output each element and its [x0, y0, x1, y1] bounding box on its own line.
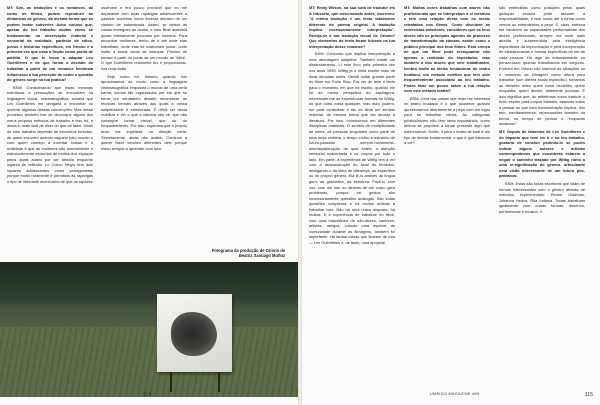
dark-cloth-figure [171, 312, 217, 356]
right-page [302, 0, 600, 405]
photo-caption: Fotograma da produção de Oriono de Beatriz Santiago Muñoz [211, 248, 285, 259]
page-number: 114 [143, 392, 151, 398]
answer-paragraph: Seja como for, mesmo quando nos aproximamos do modo como a linguagem cinematográfica enquadra o mundo de uma certa forma, somos tão organizados por ela que se torna um verdadeiro desafio reconhecer as técnicas formais através das quais a nossa subjetividade é estruturada. É difícil ser desta mobiliza e ver o que a câmara não vê, que não consegue tornar visível, que ou do enquadramento. Por isso, esperava que o próprio texto me impelisse na direção certa. Sinceramente, ainda não acabei. Continuo a querer fazer versões diferentes dele porque estou sempre a aprender com isso. [101, 73, 187, 151]
film-still-photo [0, 262, 298, 397]
answer-paragraph: BSM: Considerando que estas mesmas estruturas e pressuções se encontram na linguagem visual, cinematográfica, achava que Les Guérillères me obrigaria a encontrar ou quebrar algumas dessas convenções. Mas nesse processo também tive de decompor alguns dos meus próprios métodos de trabalho e isso foi, e ainda é, mais fácil de dizer do que de fazer. Muito do meu trabalho depende de encontros fortuitos, de quem encontro quando vagueio pelo mundo e com quem começo a inventar coisas e a realidade é que as mulheres são normalmente e estruturalmente excluídas de muitos dos espaços pelos quais acabo por ser atraída enquanto lugares de reflexão. Lo Cuevo Negro tem dois rapazes adolescentes como protagonistas porque muito raramente é permitido às raparigas o tipo de liberdade aventureira de que os rapazes [7, 84, 93, 184]
answer-paragraph: BSM: Uma das coisas que mais me interessa no teatro boaliano é o que acontece quando apresentamos abertamente a peça com um lugar para se trabalhar ideias. As categorias público/atores não têm tanta importância, como ambos se propõem a tornar presente algo que está invisível. Então, ir para o teatro de boal é um tipo de dúvida fundamental: o que é que estamos a ver? [404, 95, 490, 146]
grass-field [0, 327, 298, 397]
canvas-stand-leg [218, 372, 220, 392]
right-column-1 [309, 5, 395, 397]
question-paragraph: MT: Depois de falarmos de Les Guérillères e do impacto que teve em ti e no teu trabalho, gostaria de concluir pedindo-te se podes indicar alguns autores e artistas contemporâneos que consideras estarem a seguir o caminho traçado por Wittig rumo a uma re-significação do gênero, articulando uma visão interessante de um futuro pós-patriarcal. [499, 129, 585, 179]
answer-paragraph: usufruem e era pouco provável que eu me deparasse com duas raparigas adolescentes a passear sozinhas numa floresta debaixo de um viaduto de autoestrada. Assim, se deixar as coisas entregues ao acaso, o meu filme acabaria quase inteiramente povoado por homens. Para encontrar mulheres, tenho de ir até onde elas trabalham, onde elas se costumam juntar, onde estão a tomar conta de crianças. Preciso de pensar a partir do ponto de um mundo de "elles". O que Guérillères realmente fez é proporcionar-nos uma visão. [101, 5, 187, 72]
right-column-3 [499, 5, 585, 265]
question-paragraph: MT: Emily Wilson, na sua nota de tradutor em A Odisseia, que mencionaste antes, escreveu: "A minha tradução é um texto totalmente diferente do poema original. A tradução implica necessariamente interpretação". Reveja-se à tua tradução visual de Oriono? Que elementos do texto foram fulcrais na tua interpretação desse romance? [309, 5, 395, 49]
right-column-2 [404, 5, 490, 397]
page-number: 115 [585, 392, 593, 398]
question-paragraph: MT: Muitas vezes trabalhas com atores não profissionais que se interpretam a si mesmos e tem uma relação direta com os locais retratados nos filmes. Como discutem as entrevistas anteriores, consideres que os teus atores são os principais agentes do processo de transformação da câmara, assim como o público principal dos teus filmes. Esta crença de que um filme pode reenquadrar não apenas a realidade do espectador, mas também a dos atores que nele trabalharam, lembra muito as ideias fundadoras do teatro boaliano, um método estético que tem sido frequentemente associado ao teu trabalho. Podes falar um pouco sobre a tua relação com este método teatral? [404, 5, 490, 94]
tree-line [0, 262, 298, 310]
white-canvas [157, 294, 232, 372]
question-paragraph: MT: Sim, as traduções e os romances, tal como os filmes, podem reproduzir as dinâmicas de gênero, da mesma forma que as podem tentar subverter. Acho curioso que, apesar do teu trabalho muitas vezes se fundamentar na observação material e sensorial da realidade, partindo de sítios, povos e histórias específicos, em Oriono é a primeira vez que usas a ficção como ponto de partida. O que te levou a adaptar Les Guérillères e de que forma a decisão de trabalhar a partir de um romance feminista influenciou a tua perceção de como a questão do gênero surge na tua prática? [7, 5, 93, 83]
answer-paragraph: são entendidas como posições pelas quais qualquer pessoa pode assumir a responsabilidade, e isso muda até a forma como vemos ou entendemos a peça. E, claro, embora me fascinem as capacidades performativas dos atores profissionais, sempre me senti mais atraída e surpreendida pela inteligência espontânea da improvisação e pela incorporação de idiossincrasias e formas específicas de ser de cada pessoa. Há algo de entusiasmante no pensar-fazer quando trabalhamos em conjunto. Embora em Oriono não usemos as situações ou o momento da filmagem como altura para trabalhar num dilema social específico, tomámos as divisões entre quem toma decisões, quem enquadra, quem decide, altamente porosas. É isso significa que, ao refletirmos como traduzir o texto escrito para corpos falantes, estamos todos a pensar no que está transformação implica. Isto tem, inevitavelmente, repercussões também na forma, no tempo de pensar e "enquanto andamos". [499, 5, 585, 127]
left-column-1 [7, 5, 93, 280]
answer-paragraph: BSM: Concordo que implica interpretação e uma abordagem subjetiva. Também existe um distanciamento. Li este livro pela primeira vez nos anos 1990. Wittig já o tinha escrito mais de duas décadas antes. Decidi voltar grande parte do filme em Porto Rico. Era ver de leve o texto para o momento em que foi escrito, quando ele foi da minha perspetiva do aqui/agora. Interessam-me as experiências formais de Wittig: do que outra coisa qualquer, mas ela's podem-me para considerar o ato do filme um sentido material, da mesma forma que ela aborda a literatura. Por isso, construímos em diferentes disciplinas materiais. O sentido de multiplicidade de seres, de pessoas singulares como parte de uma força coletiva, o tempo cíclico e estranho de futuro-passado sempre-novamente-ameriaçadora(ção de qual existe, a atenção sensorial exacerbada e os corpos por todo o lado. Em parte, a experiência de Wittig tem a ver com a desconstrução do sinal do feminino, desligando-o da ideia de diferença, do específico ou do próprio género. Ela lê-lo através da língua gem, da gramática, da estrutura. Fazê-lo com voz, com um tom ou através de um corpo gera problemas, porque há gestos são necessariamente questões análogas. São todas questões complexas e há muitos artistas a trabalhar isso. Não há uma única resposta, há muitas. E a experiência de trabalhar no filme, com uma miscelânea de não-atores, cantores, artistas, amigos, criando uma espécie de comunidade durante as filmagens, também foi importante. Há tantas coisas que ficaram de fora — Les Guérillères é, de facto, uma epopeia! [309, 51, 395, 245]
left-column-2 [101, 5, 187, 185]
canvas-stand-leg [170, 372, 172, 392]
answer-paragraph: BSM: Estas são todas escritoras que lidam de formas interessantes com o gênero através de métodos experimentais: Renee Gladman, Johanna Hedva, Rita Indiana. Todas trabalham igualmente com outras formas: desenho, performance e música. // [499, 180, 585, 214]
left-page [0, 0, 298, 405]
magazine-footer: UMBIGO MAGAZINE #80 [430, 392, 480, 396]
